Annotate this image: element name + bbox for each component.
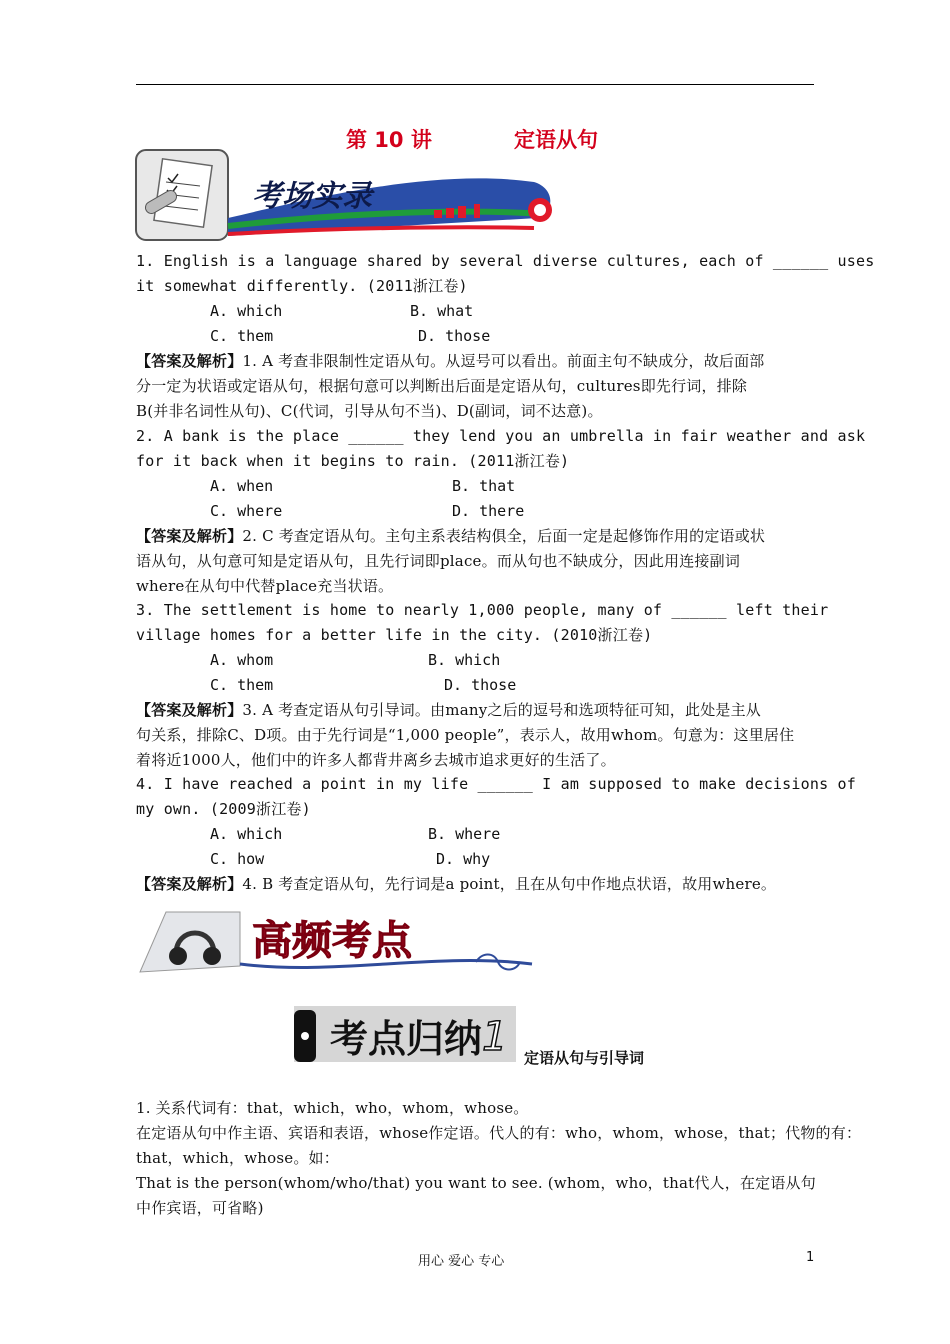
q1-option-d: D. those [418, 327, 491, 345]
high-frequency-text: 高频考点 [252, 918, 412, 964]
summary-banner-number: 1 [482, 1014, 508, 1060]
q3-option-b: B. which [428, 651, 501, 669]
question-4-line-1: 4. I have reached a point in my life ______ I am supposed to make decisions of [136, 775, 856, 793]
header-rule [136, 84, 814, 85]
answer-label: 【答案及解析】 [136, 701, 243, 719]
q2-option-d: D. there [452, 502, 525, 520]
question-3-line-2: village homes for a better life in the city. (2010浙江卷) [136, 626, 653, 644]
question-2-line-2: for it back when it begins to rain. (2011浙江卷) [136, 452, 570, 470]
q1-answer-line-2: 分一定为状语或定语从句，根据句意可以判断出后面是定语从句，cultures即先行词，排除 [136, 377, 748, 395]
q2-answer-line-2: 语从句，从句意可知是定语从句，且先行词即place。而从句也不缺成分，因此用连接副词 [136, 552, 741, 570]
summary-banner [292, 1000, 518, 1066]
q1-option-a: A. which [210, 302, 283, 320]
q3-option-a: A. whom [210, 651, 274, 669]
footer-text: 用心 爱心 专心 [418, 1254, 505, 1269]
q2-answer-line-1: 【答案及解析】2. C 考查定语从句。主句主系表结构俱全，后面一定是起修饰作用的定语或状 [136, 527, 766, 545]
q2-option-a: A. when [210, 477, 274, 495]
q3-answer-line-3: 着将近1000人，他们中的许多人都背井离乡去城市追求更好的生活了。 [136, 751, 616, 769]
q2-option-b: B. that [452, 477, 516, 495]
answer-label: 【答案及解析】 [136, 527, 243, 545]
question-1-line-1: 1. English is a language shared by several diverse cultures, each of ______ uses [136, 252, 875, 270]
question-3-line-1: 3. The settlement is home to nearly 1,000 people, many of ______ left their [136, 601, 829, 619]
q3-option-c: C. them [210, 676, 274, 694]
lecture-number: 第 10 讲 [346, 128, 432, 152]
lecture-topic: 定语从句 [514, 128, 598, 152]
exam-banner-text: 考场实录 [252, 179, 372, 214]
q2-answer-line-3: where在从句中代替place充当状语。 [136, 577, 394, 595]
q3-answer-line-2: 句关系，排除C、D项。由于先行词是“1,000 people”，表示人，故用whom。句意为：这里居住 [136, 726, 795, 744]
answer-label: 【答案及解析】 [136, 875, 243, 893]
q3-answer-line-1: 【答案及解析】3. A 考查定语从句引导词。由many之后的逗号和选项特征可知，此处是主从 [136, 701, 761, 719]
high-frequency-banner [136, 906, 540, 980]
q1-option-b: B. what [410, 302, 474, 320]
section-line-2: 在定语从句中作主语、宾语和表语，whose作定语。代人的有：who，whom，whose，that；代物的有： [136, 1124, 862, 1142]
summary-banner-text: 考点归纳 [330, 1017, 483, 1061]
section-line-4: That is the person(whom/who/that) you want to see. (whom，who，that代人，在定语从句 [136, 1174, 816, 1192]
section-line-5: 中作宾语，可省略) [136, 1199, 264, 1217]
q1-answer-line-3: B(并非名词性从句)、C(代词，引导从句不当)、D(副词，词不达意)。 [136, 402, 603, 420]
question-1-line-2: it somewhat differently. (2011浙江卷) [136, 277, 468, 295]
q4-option-d: D. why [436, 850, 491, 868]
q4-option-c: C. how [210, 850, 265, 868]
q1-answer-line-1: 【答案及解析】1. A 考查非限制性定语从句。从逗号可以看出。前面主句不缺成分，故后面部 [136, 352, 765, 370]
page-number: 1 [806, 1250, 815, 1265]
question-2-line-1: 2. A bank is the place ______ they lend you an umbrella in fair weather and ask [136, 427, 866, 445]
section-line-1: 1. 关系代词有：that，which，who，whom，whose。 [136, 1099, 529, 1117]
exam-banner [134, 148, 558, 244]
summary-label: 定语从句与引导词 [524, 1049, 645, 1067]
headset-icon [140, 912, 240, 972]
question-4-line-2: my own. (2009浙江卷) [136, 800, 311, 818]
section-line-3: that，which，whose。如： [136, 1149, 339, 1167]
q4-answer-line-1: 【答案及解析】4. B 考查定语从句，先行词是a point，且在从句中作地点状语，故用where。 [136, 875, 777, 893]
q4-option-a: A. which [210, 825, 283, 843]
q3-option-d: D. those [444, 676, 517, 694]
q1-option-c: C. them [210, 327, 274, 345]
answer-label: 【答案及解析】 [136, 352, 243, 370]
q2-option-c: C. where [210, 502, 283, 520]
q4-option-b: B. where [428, 825, 501, 843]
